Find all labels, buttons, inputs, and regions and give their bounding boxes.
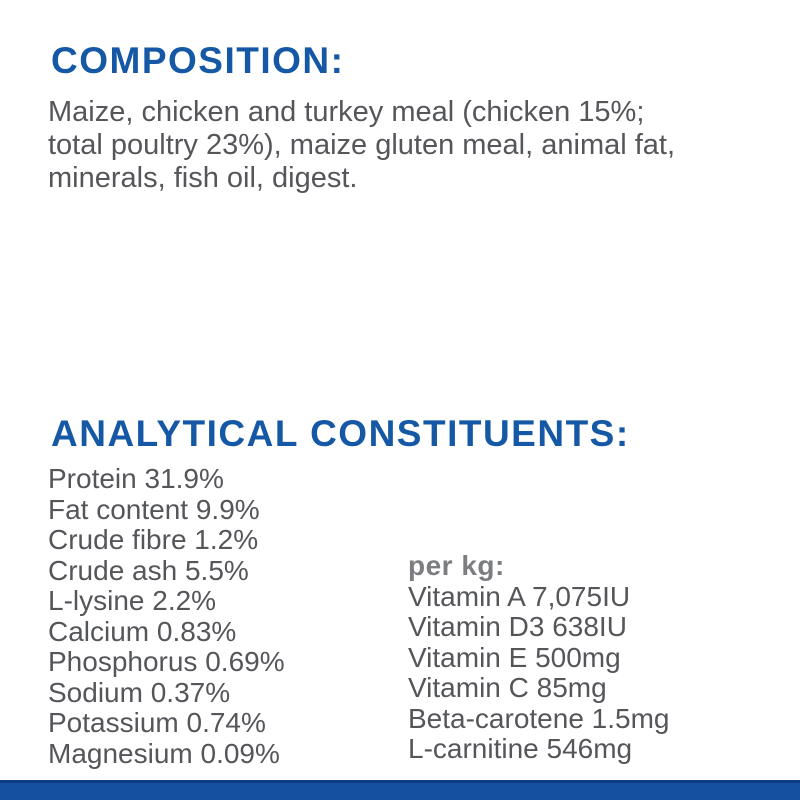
analytical-item-protein: Protein 31.9%	[48, 463, 224, 494]
per-kg-item-beta-carotene: Beta-carotene 1.5mg	[408, 702, 670, 734]
analytical-constituents-list	[48, 464, 285, 769]
analytical-item-phosphorus: Phosphorus 0.69%	[48, 646, 285, 677]
analytical-item-lysine: L-lysine 2.2%	[48, 585, 217, 616]
per-kg-heading: per kg:	[408, 550, 505, 581]
analytical-item-potassium: Potassium 0.74%	[48, 707, 266, 738]
analytical-item-calcium: Calcium 0.83%	[48, 615, 237, 647]
analytical-item-fibre: Crude fibre 1.2%	[48, 524, 259, 555]
per-kg-item-l-carnitine: L-carnitine 546mg	[408, 733, 633, 764]
composition-heading: COMPOSITION:	[51, 40, 345, 81]
per-kg-item-vitamin-c: Vitamin C 85mg	[408, 672, 607, 703]
per-kg-item-vitamin-d3: Vitamin D3 638IU	[408, 611, 627, 642]
per-kg-item-vitamin-e: Vitamin E 500mg	[408, 641, 621, 673]
analytical-constituents-heading: ANALYTICAL CONSTITUENTS:	[51, 413, 630, 454]
analytical-item-magnesium: Magnesium 0.09%	[48, 737, 280, 769]
bottom-blue-bar	[0, 780, 800, 800]
analytical-item-sodium: Sodium 0.37%	[48, 676, 231, 708]
per-kg-item-vitamin-a: Vitamin A 7,075IU	[408, 580, 631, 612]
composition-line-3: minerals, fish oil, digest.	[48, 162, 358, 194]
analytical-item-ash: Crude ash 5.5%	[48, 554, 249, 586]
composition-line-2: total poultry 23%), maize gluten meal, animal fat,	[48, 129, 676, 161]
analytical-item-fat: Fat content 9.9%	[48, 493, 260, 525]
per-kg-list	[408, 551, 670, 765]
composition-text	[48, 96, 675, 195]
composition-line-1: Maize, chicken and turkey meal (chicken 15%;	[48, 96, 645, 128]
